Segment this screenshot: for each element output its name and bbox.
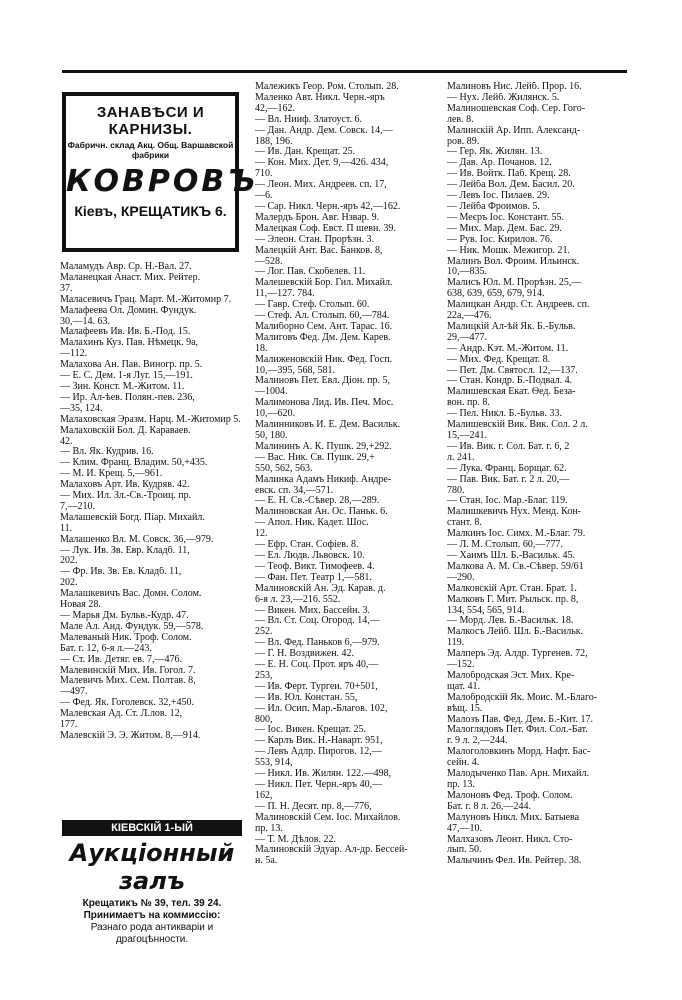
directory-entry: — Левъ Адлр. Пирогов. 12,— bbox=[255, 747, 382, 758]
directory-entry: 253, bbox=[255, 670, 273, 681]
directory-entry: —290. bbox=[447, 572, 475, 583]
directory-entry: Малафеева Ол. Домин. Фундук. bbox=[60, 305, 197, 316]
directory-entry: Малаховъ Арт. Ив. Кудряв. 42. bbox=[60, 480, 190, 491]
directory-entry: лып. 50. bbox=[447, 845, 482, 856]
directory-entry: — Ив. Дан. Крещат. 25. bbox=[255, 147, 356, 158]
directory-entry: Малимонова Лид. Ив. Печ. Мос. bbox=[255, 398, 394, 409]
directory-entry: Малозъ Пав. Фед. Дем. Б.-Кит. 17. bbox=[447, 714, 593, 725]
directory-entry: 162, bbox=[255, 790, 273, 801]
directory-column-1 bbox=[60, 262, 250, 742]
directory-entry: — Ел. Людв. Львовск. 10. bbox=[255, 550, 365, 561]
directory-entry: Малковскій Арт. Стан. Брат. 1. bbox=[447, 583, 577, 594]
directory-entry: Малоновъ Фед. Троф. Солом. bbox=[447, 790, 573, 801]
directory-entry: Малиновская Ан. Ос. Паньк. 6. bbox=[255, 507, 388, 518]
directory-entry: Маланецкая Анаст. Мих. Рейтер. bbox=[60, 272, 201, 283]
directory-entry: ров. 89. bbox=[447, 136, 480, 147]
directory-entry: — Стеф. Ал. Столып. 60,—784. bbox=[255, 311, 390, 322]
directory-entry: г. 9 л. 2,—244. bbox=[447, 736, 508, 747]
directory-entry: 7,—210. bbox=[60, 501, 95, 512]
directory-entry: — П. Н. Десят. пр. 8,—776, bbox=[255, 801, 372, 812]
directory-entry: —1004. bbox=[255, 387, 288, 398]
directory-entry: Малевинскій Мих. Ив. Гогол. 7. bbox=[60, 665, 196, 676]
directory-entry: Малковъ Г. Мит. Рыльск. пр. 8, bbox=[447, 594, 579, 605]
directory-entry: лев. 8. bbox=[447, 114, 474, 125]
directory-entry: Малоглядовъ Пет. Фил. Сол.-Бат. bbox=[447, 725, 588, 736]
directory-entry: 177. bbox=[60, 720, 78, 731]
directory-entry: 800, bbox=[255, 714, 273, 725]
directory-entry: стант. 8. bbox=[447, 518, 482, 529]
directory-entry: — Клим. Франц. Владим. 50,+435. bbox=[60, 458, 208, 469]
directory-entry: — Ив. Войтк. Паб. Крещ. 28. bbox=[447, 169, 571, 180]
directory-entry: Малинъ Вол. Фроим. Ильинск. bbox=[447, 256, 580, 267]
directory-entry: 42. bbox=[60, 436, 73, 447]
directory-entry: — Фр. Ив. Зв. Ев. Кладб. 11, bbox=[60, 567, 182, 578]
directory-entry: — Вл. Ст. Соц. Огород. 14,— bbox=[255, 616, 380, 627]
directory-entry: — Никл. Пет. Черн.-яръ 40,— bbox=[255, 780, 383, 790]
ad-curtains-line: ЗАНАВѢСИ И КАРНИЗЫ. bbox=[96, 104, 205, 138]
directory-entry: — Хаимъ Шл. Б.-Васильк. 45. bbox=[447, 550, 575, 561]
directory-entry: — Морд. Лев. Б.-Васильк. 18. bbox=[447, 616, 574, 627]
directory-entry: — Никл. Ив. Жилян. 122.—498, bbox=[255, 769, 392, 780]
directory-entry: — Лука. Франц. Борщаг. 62. bbox=[447, 463, 567, 474]
directory-entry: — Вл. Фед. Паньков 6,—979. bbox=[255, 638, 380, 649]
directory-entry: 202. bbox=[60, 578, 78, 589]
directory-entry: 188, 196. bbox=[255, 136, 293, 147]
directory-entry: — Леон. Мих. Андреев. сп. 17, bbox=[255, 180, 387, 191]
directory-entry: 10,—835. bbox=[447, 267, 487, 278]
directory-entry: Бат. г. 8 л. 26,—244. bbox=[447, 801, 532, 812]
directory-entry: — Л. М. Столып. 60,—777. bbox=[447, 540, 563, 551]
directory-entry: 11,—127. 784. bbox=[255, 289, 315, 300]
ad-auction-subtitle: КІЕВСКІЙ 1-ЫЙ bbox=[62, 820, 242, 836]
ad-auction-title: Аукціонный залъ bbox=[69, 839, 235, 895]
directory-entry: евск. сп. 34,—571. bbox=[255, 485, 334, 496]
directory-entry: — Лог. Пав. Скобелев. 11. bbox=[255, 267, 366, 278]
directory-entry: Малобродская Эст. Мих. Кре- bbox=[447, 670, 575, 681]
directory-entry: — М. И. Крещ. 5,—961. bbox=[60, 469, 163, 480]
directory-entry: Малиборно Сем. Ант. Тарас. 16. bbox=[255, 321, 393, 332]
directory-entry: Малиновскій Эдуар. Ал-др. Бессей- bbox=[255, 845, 408, 856]
directory-entry: Малисъ Юл. М. Прорѣзн. 25,— bbox=[447, 278, 582, 289]
directory-entry: 6-я л. 23,—216. 552. bbox=[255, 594, 341, 605]
directory-entry: — Фед. Як. Гоголевск. 32,+450. bbox=[60, 698, 194, 709]
directory-entry: — Лук. Ив. Зв. Евр. Кладб. 11, bbox=[60, 545, 190, 556]
directory-entry: 18. bbox=[255, 343, 268, 354]
directory-entry: — Т. М. Дѣлов. 22. bbox=[255, 834, 336, 845]
directory-entry: 29,—477. bbox=[447, 332, 487, 343]
directory-entry: — Меєръ Іос. Констант. 55. bbox=[447, 212, 565, 223]
directory-entry: — Мих. Мар. Дем. Бас. 29. bbox=[447, 223, 562, 234]
directory-entry: пр. 13. bbox=[255, 823, 283, 834]
directory-entry: Малахова Ан. Пав. Виногр. пр. 5. bbox=[60, 360, 203, 371]
directory-column-2 bbox=[255, 82, 445, 867]
directory-entry: — Сар. Никл. Черн.-яръ 42,—162. bbox=[255, 201, 401, 212]
directory-entry: Малинскій Ар. Ипп. Александ- bbox=[447, 125, 581, 136]
directory-entry: — Гер. Як. Жилян. 13. bbox=[447, 147, 543, 158]
directory-entry: Малецкій Ант. Вас. Банков. 8, bbox=[255, 245, 383, 256]
directory-entry: 47,—10. bbox=[447, 823, 482, 834]
directory-entry: 710. bbox=[255, 169, 273, 180]
directory-entry: — Стан. Іос. Мар.-Благ. 119. bbox=[447, 496, 568, 507]
directory-entry: Малишкевичъ Нух. Менд. Кон- bbox=[447, 507, 581, 518]
directory-column-3 bbox=[447, 82, 637, 867]
directory-entry: 10,—395, 568, 581. bbox=[255, 365, 335, 376]
directory-entry: — Вл. Нииф. Златоуст. 6. bbox=[255, 114, 363, 125]
directory-entry: Маламудъ Авр. Ср. Н.-Вал. 27. bbox=[60, 262, 192, 272]
directory-entry: Маласевичъ Грац. Март. М.-Житомир 7. bbox=[60, 294, 232, 305]
directory-entry: вѣщ. 15. bbox=[447, 703, 483, 714]
directory-entry: 780. bbox=[447, 485, 465, 496]
directory-entry: — Ив. Ферт. Тургеи. 70+501, bbox=[255, 681, 378, 692]
directory-entry: 37. bbox=[60, 283, 73, 294]
directory-entry: — Ир. Ал-ѣев. Полян.-пев. 236, bbox=[60, 392, 195, 403]
directory-entry: — Кон. Мих. Дет. 9,—426. 434, bbox=[255, 158, 389, 169]
directory-entry: Малкосъ Лейб. Шл. Б.-Васильк. bbox=[447, 627, 584, 638]
directory-entry: 550, 562, 563. bbox=[255, 463, 313, 474]
directory-entry: Малахинъ Куз. Пав. Нѣмецк. 9а, bbox=[60, 338, 199, 349]
directory-entry: —35, 124. bbox=[60, 403, 103, 414]
directory-entry: Малевскій Э. Э. Житом. 8,—914. bbox=[60, 730, 201, 741]
directory-entry: Малычинъ Фел. Ив. Рейтер. 38. bbox=[447, 856, 582, 867]
directory-entry: Малинниковъ И. Е. Дем. Васильк. bbox=[255, 420, 401, 431]
directory-entry: — Рув. Іос. Кирилов. 76. bbox=[447, 234, 553, 245]
directory-entry: 119. bbox=[447, 638, 465, 649]
directory-entry: Малиношевская Соф. Сер. Гого- bbox=[447, 103, 586, 114]
ad-auction-address: Крещатикъ № 39, тел. 39 24. bbox=[82, 898, 222, 909]
directory-entry: Малашевскій Богд. Піар. Михайл. bbox=[60, 512, 205, 523]
directory-entry: Малицкій Ал-ѣй Як. Б.-Бульв. bbox=[447, 321, 576, 332]
directory-entry: —6. bbox=[255, 191, 273, 202]
directory-entry: Малежикъ Геор. Ром. Столып. 28. bbox=[255, 82, 399, 92]
directory-entry: — Ив. Вик. г. Сол. Бат. г. 6, 2 bbox=[447, 441, 570, 452]
directory-entry: Малашенко Вл. М. Совск. 36,—979. bbox=[60, 534, 214, 545]
directory-entry: — Карлъ Вик. Н.-Наварт. 951, bbox=[255, 736, 383, 747]
directory-entry: Новая 28. bbox=[60, 600, 101, 611]
directory-entry: — Пав. Вик. Бат. г. 2 л. 20,— bbox=[447, 474, 570, 485]
directory-entry: — Стан. Кондр. Б.-Подвал. 4. bbox=[447, 376, 573, 387]
directory-entry: — Е. Н. Соц. Прот. яръ 40,— bbox=[255, 660, 379, 671]
directory-entry: Малешевскій Бор. Гил. Михайл. bbox=[255, 278, 393, 289]
directory-entry: — Е. С. Дем. 1-я Луг. 15,—191. bbox=[60, 371, 193, 382]
directory-entry: Малперъ Эд. Алдр. Тургенев. 72, bbox=[447, 649, 588, 660]
directory-entry: — Вл. Як. Кудрив. 16. bbox=[60, 447, 154, 458]
directory-entry: — Теоф. Викт. Тимофеев. 4. bbox=[255, 561, 375, 572]
directory-entry: 252. bbox=[255, 627, 273, 638]
directory-entry: Малодыченко Пав. Арн. Михайл. bbox=[447, 769, 589, 780]
directory-entry: — Ник. Мошк. Межигор. 21. bbox=[447, 245, 570, 256]
directory-entry: Малиновъ Нис. Лейб. Прор. 16. bbox=[447, 82, 582, 92]
directory-entry: — Лейба Вол. Дем. Басил. 20. bbox=[447, 180, 575, 191]
directory-entry: щат. 41. bbox=[447, 681, 480, 692]
directory-entry: 42,—162. bbox=[255, 103, 295, 114]
directory-entry: Бат. г. 12, 6-я л.—243. bbox=[60, 643, 152, 654]
header-rule bbox=[62, 70, 627, 73]
directory-entry: — Андр. Кэт. М.-Житом. 11. bbox=[447, 343, 569, 354]
ad-carpets-title: КОВРОВЪ bbox=[66, 164, 259, 199]
directory-entry: Малишевскій Вик. Вик. Сол. 2 л. bbox=[447, 420, 588, 431]
directory-entry: — Вас. Ник. Св. Пушк. 29,+ bbox=[255, 452, 375, 463]
directory-entry: — Пет. Дм. Святосл. 12,—137. bbox=[447, 365, 578, 376]
directory-entry: — Левъ Іос. Пилаев. 29. bbox=[447, 191, 550, 202]
directory-entry: Малишевская Екат. Ѳед. Беза- bbox=[447, 387, 576, 398]
directory-entry: Малевская Ад. Ст. Л.лов. 12, bbox=[60, 709, 183, 720]
directory-entry: —152. bbox=[447, 660, 475, 671]
directory-entry: — Ст. Ив. Детяг. ев. 7,—476. bbox=[60, 654, 182, 665]
directory-entry: 22а,—476. bbox=[447, 311, 492, 322]
directory-entry: 11. bbox=[60, 523, 73, 534]
ad-address-line: Кіевъ, КРЕЩАТИКЪ 6. bbox=[74, 203, 227, 219]
directory-entry: — Мих. Ил. Зл.-Св.-Троиц. пр. bbox=[60, 491, 192, 502]
directory-entry: Малевичъ Мих. Сем. Полтав. 8, bbox=[60, 676, 196, 687]
directory-entry: Малиженовскій Ник. Фед. Госп. bbox=[255, 354, 393, 365]
directory-entry: Малашкевичъ Вас. Домн. Солом. bbox=[60, 589, 202, 600]
ad-auction-commission: Принимаетъ на коммиссію: bbox=[83, 910, 221, 921]
directory-entry: — Ефр. Стан. Софіев. 8. bbox=[255, 540, 359, 551]
directory-entry: Маленко Авт. Никл. Черн.-яръ bbox=[255, 92, 385, 103]
directory-entry: Малиновъ Пет. Евл. Діон. пр. 5, bbox=[255, 376, 391, 387]
directory-entry: Малердъ Брон. Авг. Нзвар. 9. bbox=[255, 212, 380, 223]
directory-entry: Малиговъ Фед. Дм. Дем. Карев. bbox=[255, 332, 391, 343]
directory-entry: н. 5а. bbox=[255, 856, 278, 867]
directory-entry: — Г. Н. Воздвижен. 42. bbox=[255, 649, 355, 660]
directory-entry: — Дав. Ар. Почанов. 12. bbox=[447, 158, 552, 169]
directory-entry: Малинка Адамъ Никиф. Андре- bbox=[255, 474, 392, 485]
directory-entry: 10,—620. bbox=[255, 409, 295, 420]
directory-entry: — Гавр. Стеф. Столып. 60. bbox=[255, 300, 370, 311]
directory-entry: Малобродскій Як. Моис. М.-Благо- bbox=[447, 692, 598, 703]
directory-entry: — Фан. Пет. Театр 1,—581. bbox=[255, 572, 372, 583]
directory-entry: вон. пр. 8. bbox=[447, 398, 490, 409]
directory-entry: 134, 554, 565, 914. bbox=[447, 605, 525, 616]
directory-entry: — Дан. Андр. Дем. Совск. 14,— bbox=[255, 125, 393, 136]
directory-entry: Малуновъ Никл. Мих. Батыева bbox=[447, 812, 580, 823]
directory-entry: Малицкан Андр. Ст. Андреев. сп. bbox=[447, 300, 590, 311]
directory-entry: 638, 639, 659, 679, 914. bbox=[447, 289, 545, 300]
auction-advertisement bbox=[62, 820, 242, 946]
directory-entry: Малеваный Ник. Троф. Солом. bbox=[60, 632, 192, 643]
directory-entry: — Элеон. Стан. Прорѣзн. 3. bbox=[255, 234, 375, 245]
directory-entry: 15,—241. bbox=[447, 431, 487, 441]
ad-factory-line: Фабричн. склад Акц. Общ. Варшавской фабрики bbox=[67, 140, 234, 160]
directory-entry: —112. bbox=[60, 349, 88, 360]
directory-entry: Малкова А. М. Св.-Сѣвер. 59/61 bbox=[447, 561, 584, 572]
directory-entry: — Зин. Конст. М.-Житом. 11. bbox=[60, 381, 185, 392]
directory-entry: Малкинъ Іос. Симх. М.-Благ. 79. bbox=[447, 529, 586, 540]
directory-entry: — Марья Дм. Бульв.-Кудр. 47. bbox=[60, 611, 189, 621]
directory-entry: —528. bbox=[255, 256, 283, 267]
directory-entry: — Е. Н. Св.-Сѣвер. 28,—289. bbox=[255, 496, 380, 507]
directory-entry: — Лейба Фроимов. 5. bbox=[447, 201, 540, 212]
directory-entry: Малафеевъ Ив. Ив. Б.-Под. 15. bbox=[60, 327, 191, 338]
directory-entry: 12. bbox=[255, 529, 268, 540]
directory-entry: Малецкая Соф. Евст. П шевн. 39. bbox=[255, 223, 396, 234]
directory-entry: 30,—14. 63. bbox=[60, 316, 110, 327]
directory-entry: — Мих. Фед. Крещат. 8. bbox=[447, 354, 551, 365]
directory-entry: Малхазовъ Леонт. Никл. Сто- bbox=[447, 834, 573, 845]
directory-entry: —497. bbox=[60, 687, 88, 698]
directory-entry: Мале Ал. Анд. Фундук. 59,—578. bbox=[60, 621, 204, 632]
directory-entry: 202. bbox=[60, 556, 78, 567]
directory-entry: — Ил. Осип. Мар.-Благов. 102, bbox=[255, 703, 388, 714]
directory-entry: — Ив. Юл. Констан. 55, bbox=[255, 692, 358, 703]
directory-entry: — Апол. Ник. Кадет. Шос. bbox=[255, 518, 369, 529]
directory-entry: — Пел. Никл. Б.-Бульв. 33. bbox=[447, 409, 562, 420]
directory-entry: — Нух. Лейб. Жилянск. 5. bbox=[447, 92, 560, 103]
directory-entry: пр. 13. bbox=[447, 780, 475, 790]
directory-entry: Малининъ А. К. Пушк. 29,+292. bbox=[255, 441, 392, 452]
directory-entry: л. 241. bbox=[447, 452, 475, 463]
directory-entry: 553, 914, bbox=[255, 758, 293, 769]
directory-entry: — Викен. Мих. Бассейн. 3. bbox=[255, 605, 370, 616]
carpet-advertisement bbox=[62, 92, 259, 252]
directory-entry: Малаховскій Бол. Д. Караваев. bbox=[60, 425, 191, 436]
ad-auction-items: Разнаго рода антикваріи и драгоцѣнности. bbox=[90, 922, 214, 945]
directory-entry: 50, 180. bbox=[255, 431, 288, 441]
directory-entry: Малоголовкинъ Морд. Нафт. Бас- bbox=[447, 747, 591, 758]
directory-entry: сейн. 4. bbox=[447, 758, 480, 769]
directory-entry: Малаховская Эразм. Нарц. М.-Житомир 5. bbox=[60, 414, 241, 425]
directory-entry: Малиновскій Сем. Іос. Михайлов. bbox=[255, 812, 401, 823]
directory-entry: Малиновскій Ан. Эд. Карав. д. bbox=[255, 583, 386, 594]
directory-entry: — Іос. Викен. Крещат. 25. bbox=[255, 725, 367, 736]
